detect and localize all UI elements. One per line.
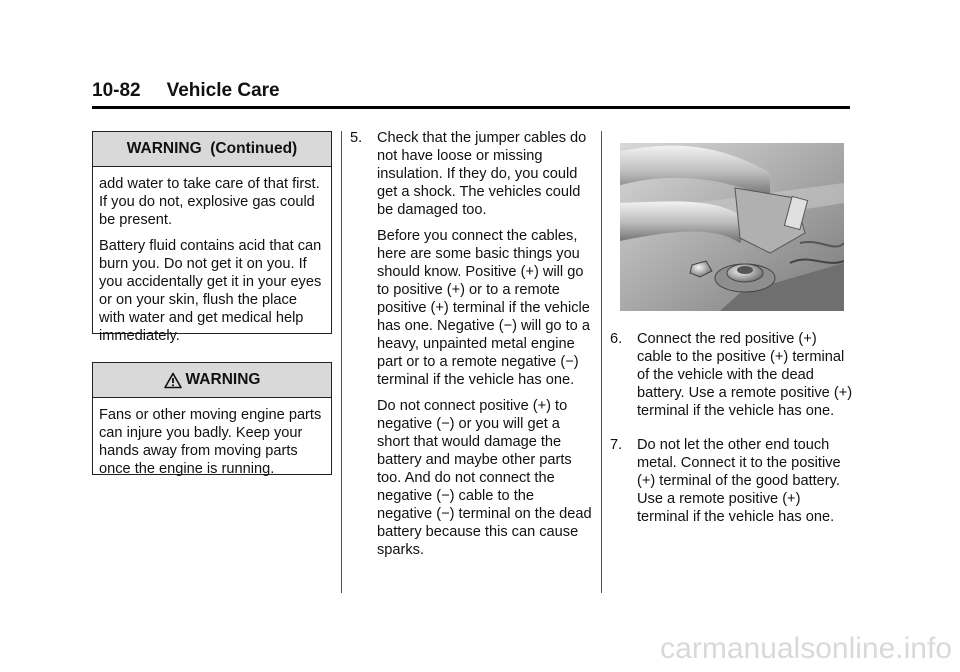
page-header [92,80,850,109]
battery-terminal-photo [620,143,844,311]
step-paragraph: Do not let the other end touch metal. Connect it to the positive (+) terminal of the good battery. Use a remote positive (+) terminal if the vehicle has one. [637,437,841,525]
step-paragraph: Check that the jumper cables do not have loose or missing insulation. If they do, you could get a shock. The vehicles could be damaged too. [377,130,587,218]
warning-paragraph: Fans or other moving engine parts can injure you badly. Keep your hands away from moving parts once the engine is running. [99,407,322,477]
step-number: 5. [350,130,363,146]
warning-box [92,362,332,475]
warning-continued-body [93,167,331,357]
section-title: Vehicle Care [166,80,280,101]
step-5 [350,129,593,567]
step-number: 7. [610,437,623,453]
step-6 [610,330,853,428]
step-paragraph: Connect the red positive (+) cable to the positive (+) terminal of the vehicle with the dead battery. Use a remote positive (+) terminal if the vehicle has one. [637,331,853,419]
warning-continued-paragraph: Battery fluid contains acid that can burn you. Do not get it on you. If you accidentally get it in your eyes or on your skin, flush the place with water and get medical help immediately. [99,238,322,344]
warning-triangle-icon [164,372,182,389]
page-number: 10-82 [92,80,141,101]
warning-continued-paragraph: add water to take care of that first. If you do not, explosive gas could be present. [99,176,320,228]
warning-continued-title: WARNING (Continued) [93,132,331,167]
step-paragraph: Do not connect positive (+) to negative (−) or you will get a short that would damage the battery and maybe other parts too. And do not connect the negative (−) cable to the negative (−) terminal on the dead battery because this can cause sparks. [377,398,592,558]
column-divider-right [601,131,602,593]
column-divider-left [341,131,342,593]
step-7 [610,436,853,534]
warning-body [93,398,331,490]
warning-continued-box [92,131,332,344]
warning-title: WARNING [93,363,331,398]
middle-column [350,129,593,575]
step-number: 6. [610,331,623,347]
right-column [610,330,853,542]
step-paragraph: Before you connect the cables, here are some basic things you should know. Positive (+) will go to positive (+) or to a remote positive (+) terminal if the vehicle has one. Negative (−) will go to a heavy, unpainted metal engine part or to a remote negative (−) terminal if the vehicle has one. [377,228,590,388]
watermark: carmanualsonline.info [660,632,952,665]
